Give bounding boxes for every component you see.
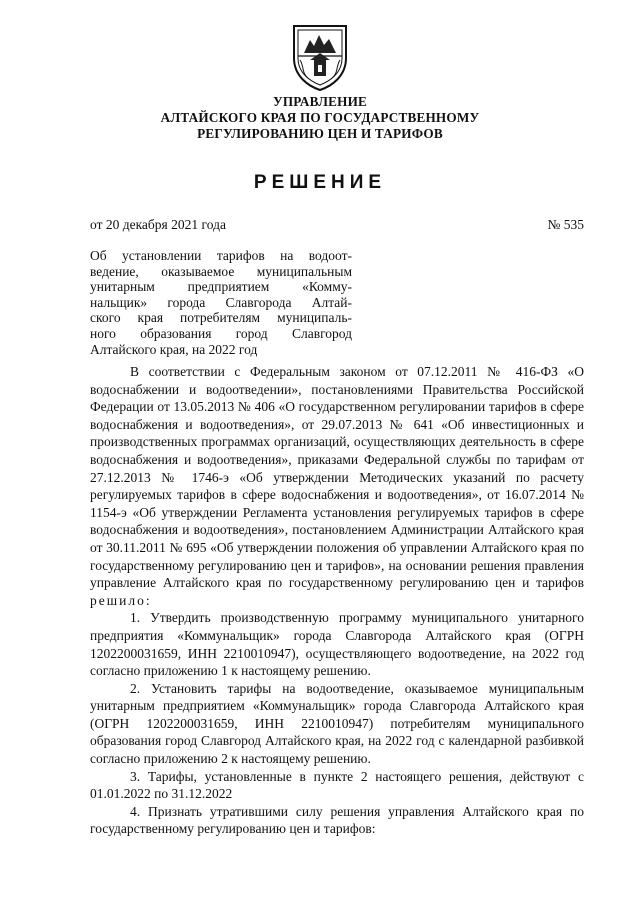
subject-line: ведение, оказываемое муниципальным — [90, 263, 352, 279]
authority-line: УПРАВЛЕНИЕ — [272, 94, 368, 109]
item-paragraph: 4. Признать утратившими силу решения управления Алтайского края по государственному регулированию цен и тарифов: — [90, 803, 584, 837]
item-paragraph: 2. Установить тарифы на водоотведение, оказываемое муниципальным унитарным предприятием «Коммунальщик» города Славгорода Алтайского края (ОГРН 1202200031659, ИНН 2210010947) потребителям муниципального образования город Славгород Алтайского края, на 2022 год с календарной разбивкой согласно приложению 2 к настоящему решению. — [90, 680, 584, 767]
document-number: № 535 — [547, 217, 584, 232]
subject-line: нальщик» города Славгорода Алтай- — [90, 294, 352, 310]
authority-line: РЕГУЛИРОВАНИЮ ЦЕН И ТАРИФОВ — [197, 126, 443, 141]
altai-krai-coat-of-arms-icon — [288, 20, 352, 92]
subject-line: ского края потребителям муниципаль- — [90, 310, 352, 326]
subject-line: ного образования город Славгород — [90, 325, 352, 341]
document-body — [90, 363, 584, 838]
preamble-text: В соответствии с Федеральным законом от 07.12.2011 № 416-ФЗ «О водоснабжении и водоотведении», постановлениями Правительства Российской Федерации от 13.05.2013 № 406 «О государственном регулировании тарифов в сфере водоснабжения и водоотведения», от 29.07.2013 № 641 «Об инвестиционных и производственных программах организаций, осуществляющих деятельность в сфере водоснабжения и водоотведения», приказами Федеральной службы по тарифам от 27.12.2013 № 1746-э «Об утверждении Методических указаний по расчету регулируемых тарифов в сфере водоснабжения и водоотведения», от 16.07.2014 № 1154-э «Об утверждении Регламента установления регулируемых тарифов в сфере водоснабжения и водоотведения», постановлением Администрации Алтайского края от 30.11.2011 № 695 «Об утверждении положения об управлении Алтайского края по государственному регулированию цен и тарифов», на основании решения правления управление Алтайского края по государственному регулированию цен и тарифов — [90, 364, 584, 591]
subject-line: унитарным предприятием «Комму- — [90, 279, 352, 295]
item-paragraph: 1. Утвердить производственную программу муниципального унитарного предприятия «Коммунальщик» города Славгорода Алтайского края (ОГРН 1202200031659, ИНН 2210010947), осуществляющего водоотведение, на 2022 год согласно приложению 1 к настоящему решению. — [90, 610, 584, 679]
preamble-paragraph: В соответствии с Федеральным законом от 07.12.2011 № 416-ФЗ «О водоснабжении и водоотведении», постановлениями Правительства Российской Федерации от 13.05.2013 № 406 «О государственном регулировании тарифов в сфере водоснабжения и водоотведения», от 29.07.2013 № 641 «Об инвестиционных и производственных программах организаций, осуществляющих деятельность в сфере водоснабжения и водоотведения», приказами Федеральной службы по тарифам от 27.12.2013 № 1746-э «Об утверждении Методических указаний по расчету регулируемых тарифов в сфере водоснабжения и водоотведения», от 16.07.2014 № 1154-э «Об утверждении Регламента установления регулируемых тарифов в сфере водоснабжения и водоотведения», постановлением Администрации Алтайского края от 30.11.2011 № 695 «Об утверждении положения об управлении Алтайского края по государственному регулированию цен и тарифов», на основании решения правления управление Алтайского края по государственному регулированию цен и тарифов решило: — [90, 364, 584, 608]
resolved-word: решило — [90, 592, 146, 608]
document-type-title: РЕШЕНИЕ — [253, 172, 387, 193]
subject-line: Об установлении тарифов на водоот- — [90, 248, 352, 263]
item-paragraph: 3. Тарифы, установленные в пункте 2 настоящего решения, действуют с 01.01.2022 по 31.12.2022 — [90, 768, 584, 802]
issuing-authority — [0, 94, 640, 142]
document-subject — [90, 248, 352, 357]
document-date: от 20 декабря 2021 года — [90, 217, 226, 232]
subject-line: Алтайского края, на 2022 год — [90, 341, 258, 357]
authority-line: АЛТАЙСКОГО КРАЯ ПО ГОСУДАРСТВЕННОМУ — [160, 110, 480, 125]
